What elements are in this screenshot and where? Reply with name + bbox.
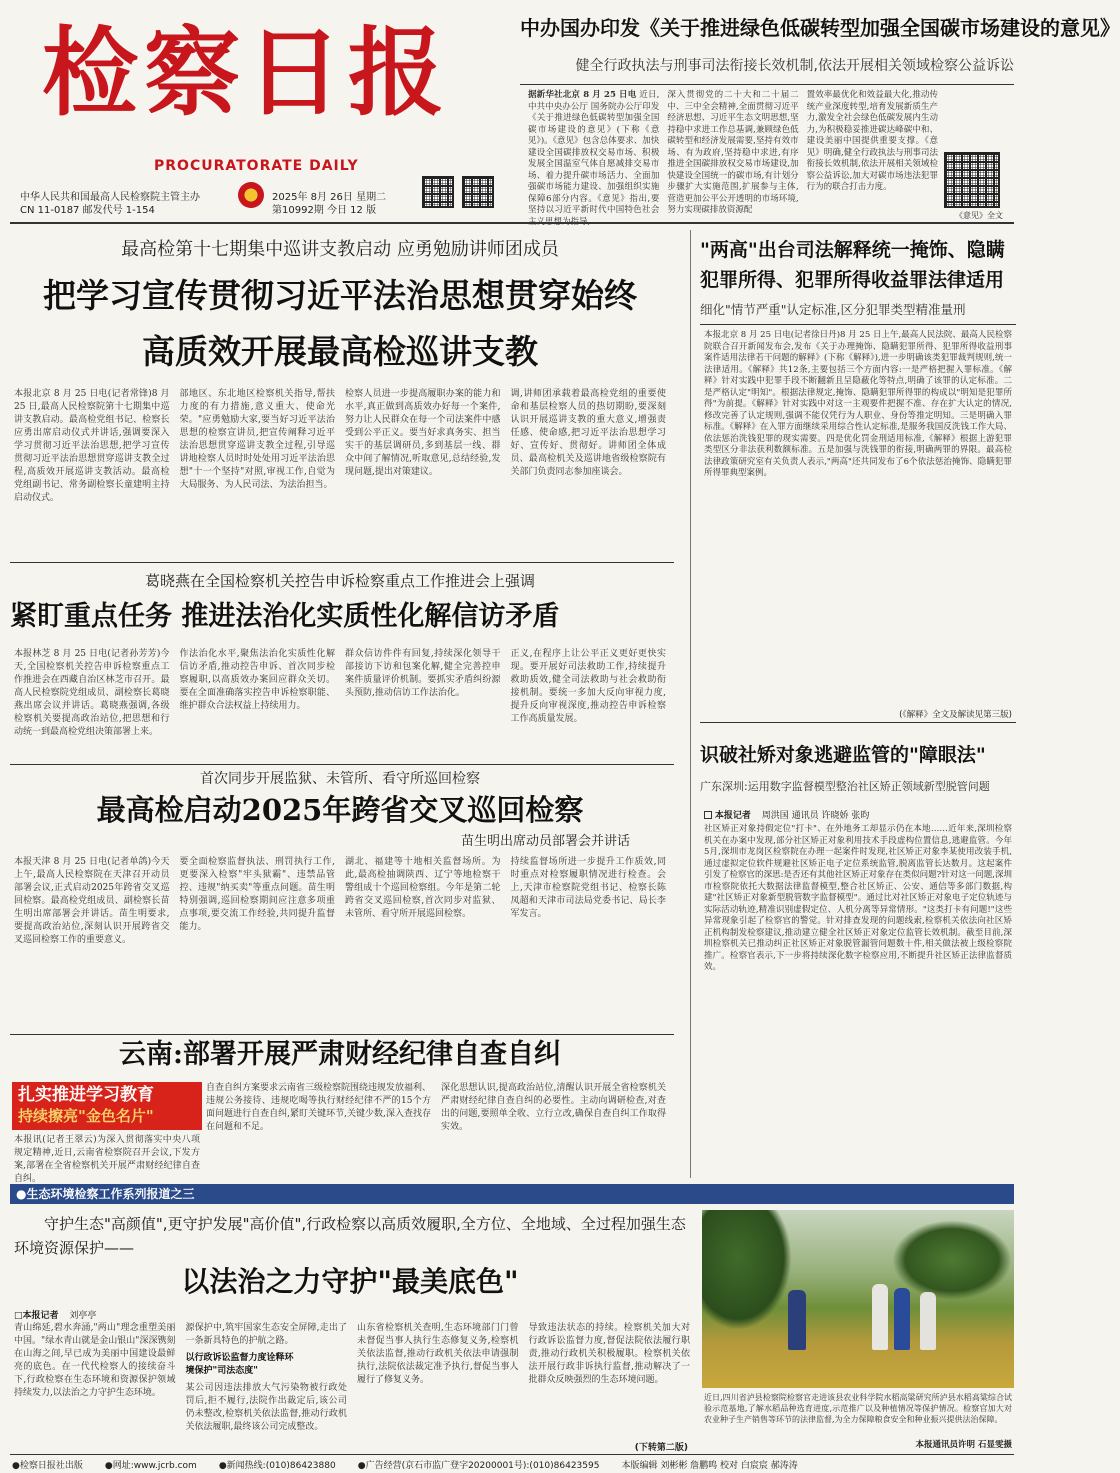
story3-col1: 本报天津 8 月 25 日电(记者单鸽)今天上午,最高人民检察院在天津召开动员部署会议,正式启动2025年跨省交叉巡回检察。最高检党组成员、副检察长苗生明出席部署会并讲话。苗生明要求,要提高政治站位,深刻认识开展跨省交叉巡回检察工作的重要意义。 xyxy=(14,857,170,945)
yunnan-badge-line1: 扎实推进学习教育 xyxy=(18,1085,154,1105)
top-story-headline: 中办国办印发《关于推进绿色低碳转型加强全国碳市场建设的意见》 xyxy=(520,16,1120,40)
photo-person xyxy=(872,1284,888,1350)
eco-headline: 以法治之力守护"最美底色" xyxy=(181,1265,519,1298)
right-story1-headline-line1: "两高"出台司法解释统一掩饰、隐瞒 xyxy=(700,239,1005,261)
column-divider xyxy=(690,230,691,1178)
sponsor: 中华人民共和国最高人民检察院主管主办 xyxy=(20,192,200,203)
top-story-body xyxy=(528,90,938,216)
footer-website[interactable]: ●网址:www.jcrb.com xyxy=(104,1461,197,1471)
right-story2-byline-names: 周洪国 通讯员 许晓娇 张昀 xyxy=(761,811,870,821)
footer-ad: ●广告经营(京石市监广登字20200001号):(010)86423595 xyxy=(357,1461,600,1471)
eco-col3: 山东省检察机关查明,生态环境部门门曾未督促当事人执行生态修复义务,检察机关依法监督,推动行政机关依法申请强制执行,法院依法裁定准予执行,督促当事人履行了修复义务。 xyxy=(357,1323,519,1385)
story2-kicker: 葛晓燕在全国检察机关控告申诉检察重点工作推进会上强调 xyxy=(144,572,535,590)
right-story1-ref: (《解释》全文及解读见第三版) xyxy=(899,710,1012,720)
story2-col4: 正义,在程序上让公平正义更好更快实现。要开展好司法救助工作,持续提升救助质效,健全司法救助与社会救助衔接机制。要统一多加大反向审视力度,提升反向审视深度,推动控告申诉检察工作高质量发展。 xyxy=(510,649,666,724)
story3-col4: 持续监督场所进一步提升工作质效,同时重点对检察履职情况进行检查。会上,天津市检察院党组书记、检察长陈凤超和天津市司法局党委书记、局长李军发言。 xyxy=(510,857,666,919)
yunnan-badge-line2: 持续擦亮"金色名片" xyxy=(18,1107,154,1125)
yunnan-col1: 本报讯(记者王翠云)为深入贯彻落实中央八项规定精神,近日,云南省检察院召开会议,下发方案,部署在全省检察机关开展严肃财经纪律自查自纠。 xyxy=(14,1135,200,1184)
story2-headline: 紧盯重点任务 推进法治化实质性化解信访矛盾 xyxy=(10,601,560,632)
divider xyxy=(700,722,1016,723)
footer-editor: 本版编辑 刘彬彬 詹鹏鸣 校对 白宸宸 郝涛涛 xyxy=(621,1461,798,1471)
top-story-col3: 置效率最优化和效益最大化,推动传统产业深度转型,培育发展新质生产力,激发全社会绿色低碳发展内生动力,为积极稳妥推进碳达峰碳中和、建设美丽中国提供重要支撑。《意见》明确,健全行政执法与刑事司法衔接长效机制,依法开展相关领域检察公益诉讼,加大对碳市场违法犯罪行为的联合打击力度。 xyxy=(806,90,938,192)
emblem-icon xyxy=(238,182,264,208)
issue-number: 第10992期 今日 12 版 xyxy=(272,205,377,216)
divider xyxy=(10,1454,1014,1455)
yunnan-badge xyxy=(12,1082,202,1130)
eco-subhead xyxy=(186,1352,348,1378)
story1-body xyxy=(14,388,666,554)
eco-body xyxy=(14,1322,690,1450)
story1-col2: 部地区、东北地区检察机关指导,帮扶力度的有力措施,意义重大、使命光荣。"应勇勉励大家,要当好习近平法治思想的检察宣讲员,把宣传阐释习近平法治思想贯穿巡讲支教全过程,引导巡讲地检察人员时时处处用习近平法治思想"十一个坚持"对照,审视工作,自觉为大局服务、为人民司法、为法治担当。 xyxy=(179,389,335,490)
masthead-subtitle: PROCURATORATE DAILY xyxy=(154,158,359,174)
story1-col1: 本报北京 8 月 25 日电(记者常锋)8 月 25 日,最高人民检察院第十七期集中巡讲支教启动。最高检党组书记、检察长应勇出席启动仪式并讲话,强调要深入学习贯彻习近平法治思想,把学习宣传贯彻习近平法治思想贯穿巡讲支教全过程,高质效开展巡讲支教活动。最高检党组副书记、常务副检察长童建明主持启动仪式。 xyxy=(14,389,170,503)
yunnan-col3: 深化思想认识,提高政治站位,清醒认识开展全省检察机关严肃财经纪律自查自纠的必要性。主动向调研检查,对查出的问题,要照单全收、立行立改,确保自查自纠工作取得实效。 xyxy=(441,1083,666,1132)
divider xyxy=(10,764,674,765)
story2-col3: 群众信访件件有回复,持续深化领导干部接访下访和包案化解,健全完善控申案件质量评价机制。要抓实矛盾纠纷源头预防,推动信访工作法治化。 xyxy=(345,649,501,698)
right-story2-byline xyxy=(704,808,1014,821)
right-story2-deck: 广东深圳:运用数字监督模型整治社区矫正领域新型脱管问题 xyxy=(700,780,990,793)
top-story-deck: 健全行政执法与刑事司法衔接长效机制,依法开展相关领域检察公益诉讼 xyxy=(575,58,1014,74)
eco-col2-after: 某公司因违法排放大气污染物被行政处罚后,拒不履行,法院作出裁定后,该公司仍未整改,检察机关依法监督,推动行政机关依法履职,最终该公司完成整改。 xyxy=(185,1383,347,1432)
divider xyxy=(700,324,1016,325)
story1-headline-line2: 高质效开展最高检巡讲支教 xyxy=(142,332,538,371)
issue-date: 2025年 8月 26日 星期二 xyxy=(272,192,387,203)
story3-col2: 要全面检察监督执法、刑罚执行工作,更要深入检察"牢头狱霸"、违禁品管控、违规"纳买卖"等重点问题。苗生明特别强调,巡回检察期间应注意多项重点事项,要交流工作经验,共同提升监督能力。 xyxy=(179,857,335,932)
story2-body xyxy=(14,648,666,760)
story1-kicker: 最高检第十七期集中巡讲支教启动 应勇勉励讲师团成员 xyxy=(121,239,559,260)
qr-caption: 《意见》全文 xyxy=(955,211,1003,220)
photo-credit: 本报通讯员许明 石显雯摄 xyxy=(915,1440,1012,1450)
story3-subkicker: 苗生明出席动员部署会并讲话 xyxy=(460,834,630,849)
cn-code: CN 11-0187 邮发代号 1-154 xyxy=(20,205,155,216)
right-story2-headline: 识破社矫对象逃避监管的"障眼法" xyxy=(700,744,986,766)
yunnan-body xyxy=(206,1082,666,1174)
story1-col4: 调,讲师团承载着最高检党组的重要使命和基层检察人员的热切期盼,要深刻认识开展巡讲支教的重大意义,增强责任感、使命感,把习近平法治思想学习好、宣传好、贯彻好。讲师团全体成员、最高检机关及巡讲地省级检察院有关部门负责同志参加座谈会。 xyxy=(510,389,666,477)
byline-box-icon xyxy=(704,811,712,819)
photo-caption: 近日,四川省泸县检察院检察官走进该县农业科学院水稻高粱研究所泸县水稻高粱综合试验示范基地,了解水稻品种选育进度,示范推广以及种植情况等保护情况。检察官加大对农业种子生产销售等环节的法律监督,为全力保障粮食安全和种业振兴提供法治保障。 xyxy=(704,1393,1012,1424)
eco-byline-label: □本报记者 xyxy=(14,1311,59,1321)
eco-byline-name: 刘亭亭 xyxy=(69,1311,97,1321)
footer-publisher: ●检察日报社出版 xyxy=(12,1461,83,1471)
story2-col2: 作法治化水平,聚焦法治化实质性化解信访矛盾,推动控告申诉、首次同步检察履职,以高质效办案回应群众关切。要在全面准确落实控告申诉检察职能、维护群众合法权益上持续用力。 xyxy=(179,649,335,711)
story1-col3: 检察人员进一步提高履职办案的能力和水平,真正做到高质效办好每一个案件,努力让人民群众在每一个司法案件中感受到公平正义。要当好求真务实、担当实干的基层调研员,多到基层一线、群众中间了解情况,听取意见,总结经验,发现问题,提出对策建议。 xyxy=(345,389,501,477)
footer-hotline: ●新闻热线:(010)86423880 xyxy=(218,1461,336,1471)
eco-continued: (下转第二版) xyxy=(634,1443,688,1453)
story3-col3: 湖北、福建等十地相关监督场所。为此,最高检抽调陕西、辽宁等地检察干警组成十个巡回检察组。今年是第二轮跨省交叉巡回检察,首次同步对监狱、未管所、看守所开展巡回检察。 xyxy=(345,857,501,919)
story1-headline-line1: 把学习宣传贯彻习近平法治思想贯穿始终 xyxy=(43,276,637,315)
photo-tree xyxy=(702,1210,792,1330)
top-story-dateline: 据新华社北京 8 月 25 日电 xyxy=(528,90,637,100)
top-story-col1: 近日,中共中央办公厅 国务院办公厅印发《关于推进绿色低碳转型加强全国碳市场建设的意见》(下称《意见》)。《意见》包含总体要求、加快建设全国碳排放权交易市场、积极发展全国温室气体自愿减排交易市场、着力提升碳市场活力、全面加强碳市场能力建设、加强组织实施保障6部分内容。《意见》指出,要坚持以习近平新时代中国特色社会 xyxy=(528,90,660,215)
story3-headline: 最高检启动2025年跨省交叉巡回检察 xyxy=(96,793,584,827)
yunnan-headline: 云南:部署开展严肃财经纪律自查自纠 xyxy=(119,1039,561,1070)
photo-person xyxy=(788,1290,806,1350)
eco-col4: 导致违法状态的持续。检察机关加大对行政诉讼监督力度,督促法院依法履行职责,推动行政机关积极履职。检察机关依法开展行政非诉执行监督,推动解决了一批群众反映强烈的生态环境问题。 xyxy=(528,1323,690,1385)
eco-col1: 青山绵延,碧水奔涌,"两山"理念重塑美丽中国。"绿水青山就是金山银山"深深镌刻在山海之间,早已成为美丽中国建设最鲜亮的底色。在一代代检察人的接续奋斗下,行政检察在生态环境和资源保护领域持续发力,以法治之力守护生态环境。 xyxy=(14,1323,176,1398)
divider xyxy=(520,84,1014,85)
right-story1-deck: 细化"情节严重"认定标准,区分犯罪类型精准量刑 xyxy=(700,302,966,317)
story3-body xyxy=(14,856,666,1030)
right-story1-body: 本报北京 8 月 25 日电(记者徐日丹)8 月 25 日上午,最高人民法院、最高人民检察院联合召开新闻发布会,发布《关于办理掩饰、隐瞒犯罪所得、犯罪所得收益刑事案件适用法律若干问题的解释》(下称《解释》),进一步明确该类犯罪裁判规则,统一法律适用。《解释》共12条,主要包括三个方面内容:一是严格把握入罪标准。《解释》针对实践中犯罪手段不断翻新且呈隐蔽化等特点,明确了该罪的认定标准。二是严格认定"明知"。根据法律规定,掩饰、隐瞒犯罪所得罪的构成以"明知是犯罪所得"为前提。《解释》针对实践中对这一主观要件把握不准、存在扩大认定的情况,修改完善了认定规则,强调不能仅凭行为人职业、身份等推定明知。三是明确入罪标准。《解释》在入罪方面继续采用综合性认定标准,是服务我国反洗钱工作大局、依法惩治洗钱犯罪的现实需要。四是优化罚金刑适用标准,《解释》根据上游犯罪类型区分非法获利数额标准。五是加强与洗钱罪的衔接,明确两罪的界限。最高检法律政策研究室有关负责人表示,"两高"还共同发布了6个依法惩治掩饰、隐瞒犯罪所得罪典型案例。 xyxy=(704,330,1012,478)
photo-person xyxy=(920,1292,936,1350)
top-story-col2: 深入贯彻党的二十大和二十届二中、三中全会精神,全面贯彻习近平经济思想、习近平生态文明思想,坚持稳中求进工作总基调,兼顾绿色低碳转型和经济发展需要,坚持有效市场、有为政府,坚持稳中求进,有序推进全国碳排放权交易市场建设,加快建设全国统一的碳市场,有计划分步骤扩大实施范围,扩展参与主体,营造更加公平公开透明的市场环境,努力实现碳排放资源配 xyxy=(667,90,799,215)
field-photo xyxy=(702,1210,1014,1388)
eco-col2: 源保护中,筑牢国家生态安全屏障,走出了一条新具特色的护航之路。 xyxy=(185,1323,347,1346)
masthead xyxy=(10,10,510,216)
divider xyxy=(10,1034,674,1035)
right-story2-body: 社区矫正对象持假定位"打卡"、在外地务工却显示仍在本地……近年来,深圳检察机关在办案中发现,部分社区矫正对象利用技术手段虚构位置信息,逃避监管。今年5月,深圳市龙岗区检察院在办理一起案件时发现,社区矫正对象李某使用改装手机,通过虚拟定位软件规避社区矫正电子定位系统监管,脱离监管长达数月。这起案件引发了检察官的深思:是否还有其他社区矫正对象存在类似问题?针对这一问题,深圳市检察院依托大数据法律监督模型,整合社区矫正、公安、通信等多部门数据,构建"社区矫正对象新型脱管数字监督模型"。通过比对社区矫正对象电子定位轨迹与实际活动轨迹,精准识别虚假定位、人机分离等异常情形。"这类打卡有问题!"这些异常现象引起了检察官的警觉。针对排查发现的问题线索,检察机关依法向社区矫正机构制发检察建议,推动建立健全社区矫正对象定位监管长效机制。截至目前,深圳检察机关已推动纠正社区矫正对象脱管漏管问题数十件,相关做法被上级检察院推广。检察官表示,下一步将持续深化数字检察应用,不断提升社区矫正法律监督质效。 xyxy=(704,824,1012,972)
eco-subhead-line2: 境保护"司法态度" xyxy=(185,1366,258,1376)
story2-col1: 本报林芝 8 月 25 日电(记者孙芳芳)今天,全国检察机关控告申诉检察重点工作推进会在西藏自治区林芝市召开。最高人民检察院党组成员、副检察长葛晓燕出席会议并讲话。葛晓燕强调,各级检察机关要提高政治站位,把思想和行动统一到最高检党组决策部署上来。 xyxy=(14,649,170,737)
eco-subhead-line1: 以行政诉讼监督力度诠释环 xyxy=(185,1353,294,1363)
qr-code-icon xyxy=(422,176,454,208)
photo-person xyxy=(894,1288,910,1350)
masthead-title: 检察日报 xyxy=(42,16,450,129)
divider xyxy=(10,562,674,563)
story3-kicker: 首次同步开展监狱、未管所、看守所巡回检察 xyxy=(200,771,480,787)
yunnan-col2: 自查自纠方案要求云南省三级检察院围绕违规发放福利、违规公务接待、违规吃喝等执行财经纪律不严的15个方面问题进行自查自纠,紧盯关键环节,关键少数,深入查找存在问题和不足。 xyxy=(206,1083,432,1132)
divider xyxy=(10,222,1014,224)
eco-byline xyxy=(14,1308,96,1321)
qr-code-icon xyxy=(462,176,494,208)
photo-tree xyxy=(892,1220,1012,1300)
qr-code-icon xyxy=(944,152,1000,208)
right-story1-headline-line2: 犯罪所得、犯罪所得收益罪法律适用 xyxy=(700,269,1005,291)
eco-intro: 守护生态"高颜值",更守护发展"高价值",行政检察以高质效履职,全方位、全地域、全过程加强生态环境资源保护—— xyxy=(14,1215,686,1257)
right-story2-byline-label: 本报记者 xyxy=(714,811,751,821)
eco-series-label: ●生态环境检察工作系列报道之三 xyxy=(16,1187,195,1201)
footer xyxy=(12,1458,1012,1472)
